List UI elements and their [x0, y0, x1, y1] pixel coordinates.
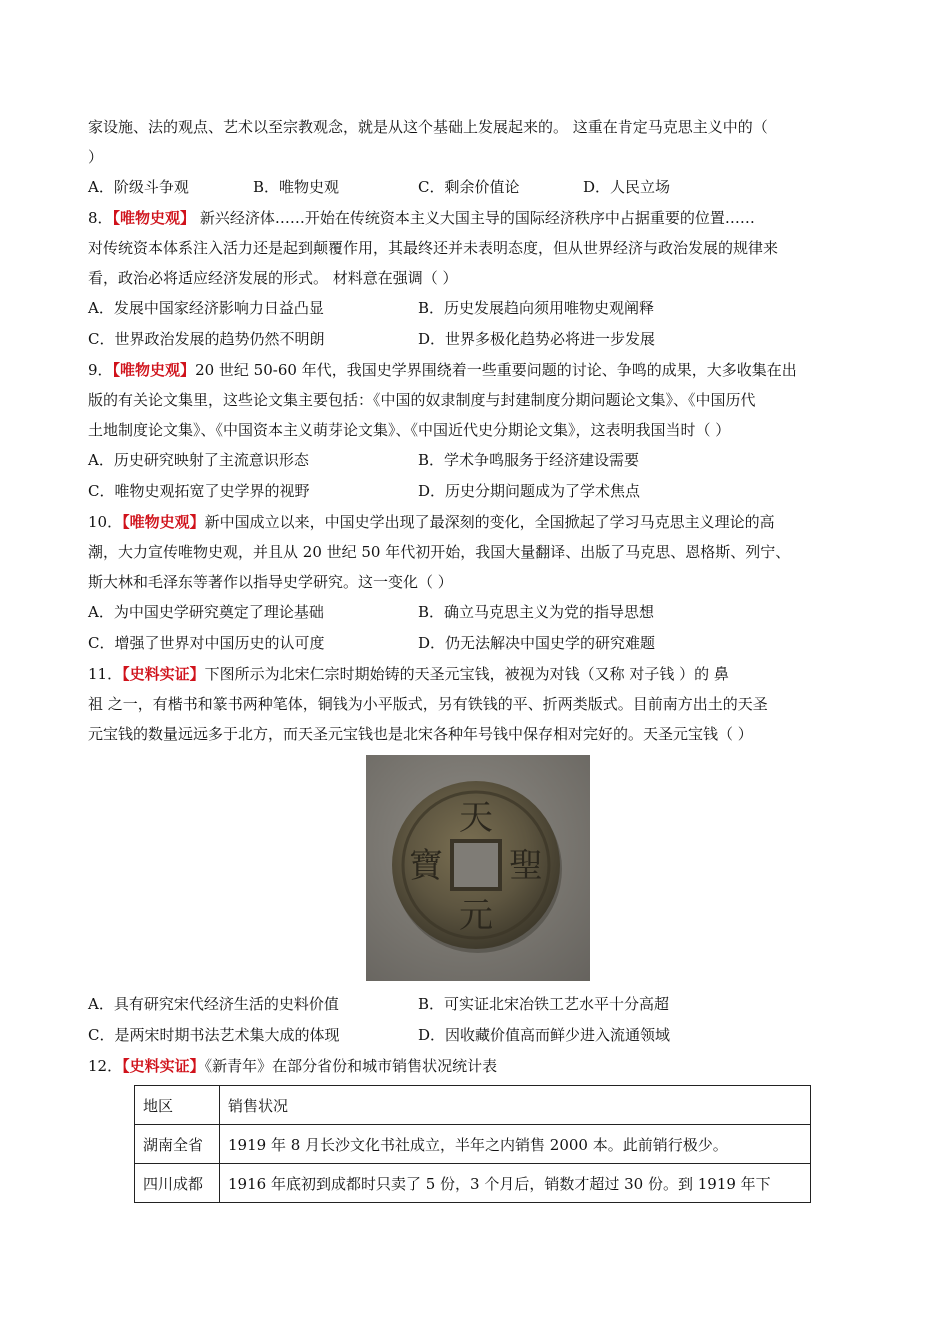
- q9-stem-line2: 版的有关论文集里，这些论文集主要包括：《中国的奴隶制度与封建制度分期问题论文集》、《中国历代: [88, 391, 756, 409]
- q8-option-c[interactable]: C．世界政治发展的趋势仍然不明朗: [88, 330, 325, 348]
- q10-options-row2: [88, 628, 868, 659]
- q11-option-c[interactable]: C．是两宋时期书法艺术集大成的体现: [88, 1026, 340, 1044]
- q9-number: 9．: [88, 361, 113, 379]
- q9-tag: 【唯物史观】: [112, 361, 196, 379]
- q11-option-a[interactable]: A．具有研究宋代经济生活的史料价值: [88, 995, 339, 1013]
- coin-char-bottom: 元: [459, 896, 493, 936]
- q10-options-row1: [88, 597, 868, 628]
- table-header-cell: 销售状况: [220, 1086, 811, 1125]
- q10-option-b[interactable]: B．确立马克思主义为党的指导思想: [418, 603, 655, 621]
- table-row: [135, 1125, 811, 1164]
- q9-options-row1: [88, 445, 868, 476]
- q7-option-d[interactable]: D．人民立场: [583, 178, 671, 196]
- q10-option-a[interactable]: A．为中国史学研究奠定了理论基础: [88, 603, 324, 621]
- q12-text1: 《新青年》在部分省份和城市销售状况统计表: [204, 1057, 498, 1075]
- q8-option-b[interactable]: B．历史发展趋向须用唯物史观阐释: [418, 299, 655, 317]
- table-cell: 湖南全省: [135, 1125, 220, 1164]
- q8-stem-line3: 看，政治必将适应经济发展的形式。 材料意在强调（ ）: [88, 269, 458, 287]
- table-header-cell: 地区: [135, 1086, 220, 1125]
- table-row: [135, 1164, 811, 1203]
- q10-stem-line3: 斯大林和毛泽东等著作以指导史学研究。这一变化（ ）: [88, 573, 453, 591]
- coin-char-left: 寶: [409, 846, 443, 886]
- coin-char-right: 聖: [509, 846, 543, 886]
- q8-stem-line2: 对传统资本体系注入活力还是起到颠覆作用，其最终还并未表明态度，但从世界经济与政治发展的规律来: [88, 239, 779, 257]
- table-cell: 1916 年底初到成都时只卖了 5 份，3 个月后，销数才超过 30 份。到 1919 年下: [220, 1164, 811, 1203]
- q10-option-c[interactable]: C．增强了世界对中国历史的认可度: [88, 634, 325, 652]
- q10-text1: 新中国成立以来，中国史学出现了最深刻的变化，全国掀起了学习马克思主义理论的高: [204, 513, 775, 531]
- q11-number: 11．: [88, 665, 123, 683]
- q12-number: 12．: [88, 1057, 123, 1075]
- q11-tag: 【史料实证】: [122, 665, 205, 683]
- q10-option-d[interactable]: D．仍无法解决中国史学的研究难题: [418, 634, 656, 652]
- q7-option-c[interactable]: C．剩余价值论: [418, 178, 520, 196]
- q9-options-row2: [88, 476, 868, 507]
- table-cell: 1919 年 8 月长沙文化书社成立，半年之内销售 2000 本。此前销行极少。: [220, 1125, 811, 1164]
- q12-tag: 【史料实证】: [122, 1057, 205, 1075]
- q11-option-d[interactable]: D．因收藏价值高而鲜少进入流通领域: [418, 1026, 671, 1044]
- q8-stem-line1: [88, 203, 868, 233]
- tiansheng-coin-image: [366, 755, 590, 981]
- q9-stem-line3: 土地制度论文集》、《中国资本主义萌芽论文集》、《中国近代史分期论文集》，这表明我国当时（ ）: [88, 421, 731, 439]
- q8-options-row1: [88, 293, 868, 324]
- q11-stem-line1: [88, 659, 868, 689]
- q11-stem-line3: 元宝钱的数量远远多于北方，而天圣元宝钱也是北宋各种年号钱中保存相对完好的。天圣元宝钱（ ）: [88, 725, 753, 743]
- q9-text1: 20 世纪 50-60 年代，我国史学界围绕着一些重要问题的讨论、争鸣的成果，大多收集在出: [195, 361, 797, 379]
- q7-options: [88, 172, 868, 203]
- q8-options-row2: [88, 324, 868, 355]
- q8-tag: 【唯物史观】: [112, 209, 196, 227]
- coin-square-hole: [452, 841, 500, 889]
- q7-stem-line1: 家设施、法的观点、艺术以至宗教观念，就是从这个基础上发展起来的。 这重在肯定马克思主义中的（: [88, 118, 768, 136]
- q10-tag: 【唯物史观】: [122, 513, 205, 531]
- q9-option-d[interactable]: D．历史分期问题成为了学术焦点: [418, 482, 641, 500]
- q10-number: 10．: [88, 513, 123, 531]
- coin-char-top: 天: [459, 798, 493, 838]
- q9-option-c[interactable]: C．唯物史观拓宽了史学界的视野: [88, 482, 310, 500]
- q9-stem-line1: [88, 355, 868, 385]
- table-cell: 四川成都: [135, 1164, 220, 1203]
- q11-stem-line2: 祖 之一，有楷书和篆书两种笔体，铜钱为小平版式，另有铁钱的平、折两类版式。目前南方出土的天圣: [88, 695, 768, 713]
- q10-stem-line1: [88, 507, 868, 537]
- q11-text1: 下图所示为北宋仁宗时期始铸的天圣元宝钱，被视为对钱（又称 对子钱 ）的 鼻: [204, 665, 729, 683]
- coin-figure: [88, 755, 868, 981]
- q10-stem-line2: 潮，大力宣传唯物史观，并且从 20 世纪 50 年代初开始，我国大量翻译、出版了马克思、恩格斯、列宁、: [88, 543, 791, 561]
- q8-option-d[interactable]: D．世界多极化趋势必将进一步发展: [418, 330, 656, 348]
- q8-number: 8．: [88, 209, 113, 227]
- q7-option-a[interactable]: A．阶级斗争观: [88, 178, 189, 196]
- table-header-row: [135, 1086, 811, 1125]
- document-page: [88, 112, 868, 1203]
- q7-stem-line2: ）: [88, 148, 104, 166]
- q12-stem-line1: [88, 1051, 868, 1081]
- q8-text1: 新兴经济体……开始在传统资本主义大国主导的国际经济秩序中占据重要的位置……: [195, 209, 755, 227]
- q11-option-b[interactable]: B．可实证北宋冶铁工艺水平十分高超: [418, 995, 670, 1013]
- coin-illustration: [366, 755, 590, 981]
- q9-option-a[interactable]: A．历史研究映射了主流意识形态: [88, 451, 309, 469]
- sales-table: [134, 1085, 811, 1203]
- q11-options-row2: [88, 1020, 868, 1051]
- q7-option-b[interactable]: B．唯物史观: [253, 178, 340, 196]
- q11-options-row1: [88, 989, 868, 1020]
- q9-option-b[interactable]: B．学术争鸣服务于经济建设需要: [418, 451, 640, 469]
- q8-option-a[interactable]: A．发展中国家经济影响力日益凸显: [88, 299, 324, 317]
